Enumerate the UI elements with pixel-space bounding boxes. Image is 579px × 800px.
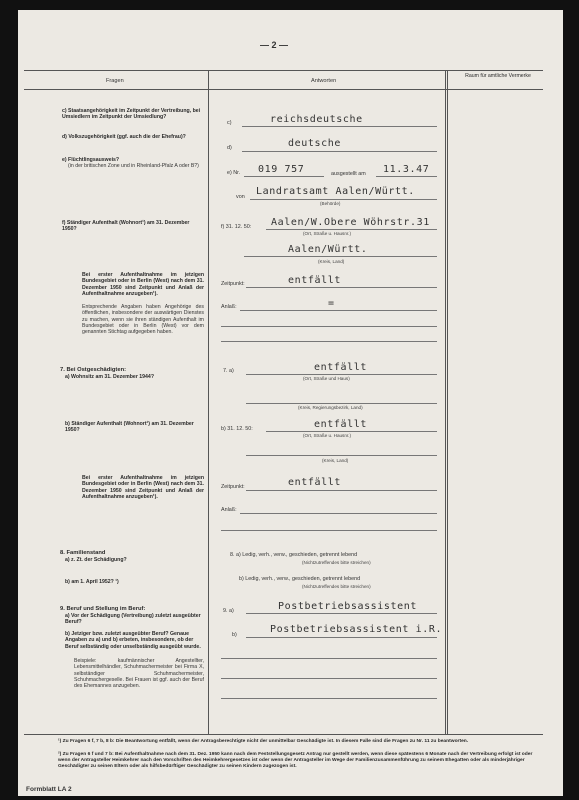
answer-7a-value[interactable]: entfällt — [314, 362, 367, 373]
answer-f-zeitpunkt[interactable]: entfällt — [288, 275, 341, 286]
header-questions: Fragen — [106, 78, 124, 84]
answer-7b-zeitpunkt-line — [246, 490, 437, 491]
answer-von-label: von — [236, 194, 245, 200]
question-9a: a) Vor der Schädigung (Vertreibung) zuletzt ausgeübter Beruf? — [65, 613, 201, 626]
answer-7a-line — [246, 374, 437, 375]
answer-7b-caption-1: (Ort, Straße u. Hausnr.) — [303, 433, 351, 438]
answer-f-anlass-line-2 — [221, 326, 437, 327]
answer-7a-label: 7. a) — [223, 368, 234, 374]
question-7b: b) Ständiger Aufenthalt (Wohnort¹) am 31. Dezember 1950? — [65, 421, 194, 434]
answer-d-value[interactable]: deutsche — [288, 138, 341, 149]
form-id: Formblatt LA 2 — [26, 786, 72, 793]
column-divider-2b — [447, 70, 448, 734]
answer-9b-label: b) — [232, 632, 237, 638]
answer-f-anlass-line — [240, 310, 437, 311]
answer-f-anlass-line-3 — [221, 341, 437, 342]
question-9b: b) Jetziger bzw. zuletzt ausgeübter Beruf? Genaue Angaben zu a) und b) erbeten, insbesondere, ob der Beruf selbständig oder unselbständig ausgeübt wurde. — [65, 631, 201, 650]
question-8a: a) z. Zt. der Schädigung? — [65, 557, 127, 563]
question-f-note: Entsprechende Angaben haben Angehörige des öffentlichen, insbesondere der auswärtigen Dienstes zu machen, wenn sie ihren ständigen Aufenthalt im Bundesgebiet oder in Berlin (West) vor dem genannten Stichtag aufgegeben haben. — [82, 304, 204, 336]
question-e-note: (in der britischen Zone und in Rheinland-Pfalz A oder B?) — [68, 163, 199, 169]
answer-7b-anlass-label: Anlaß: — [221, 507, 237, 513]
answer-9a-value[interactable]: Postbetriebsassistent — [278, 601, 418, 612]
answer-7b-caption-2: (Kreis, Land) — [322, 458, 349, 463]
answer-f-zeitpunkt-line — [246, 287, 437, 288]
answer-7a-caption-2: (Kreis, Regierungsbezirk, Land) — [298, 405, 363, 410]
answer-7a-caption-1: (Ort, Straße und Haus) — [303, 376, 350, 381]
answer-9a-label: 9. a) — [223, 608, 234, 614]
answer-7b-anlass-line — [240, 513, 437, 514]
answer-authority[interactable]: Landratsamt Aalen/Württ. — [256, 186, 415, 197]
question-9-example: Beispiele: kaufmännischer Angestellter, Lebensmittelhändler, Schuhmachermeister bei Firma X, selbständiger Schuhmachermeister, Schuhmachergeselle. Bei Frauen ist ggf. auch der Beruf des Ehemannes anzugeben. — [74, 658, 204, 690]
answer-f-label: f) 31. 12. 50: — [221, 224, 252, 230]
answer-8a-caption: (Nichtzutreffendes bitte streichen) — [302, 560, 371, 565]
answer-8b-caption: (Nichtzutreffendes bitte streichen) — [302, 584, 371, 589]
answer-f-zeitpunkt-label: Zeitpunkt: — [221, 281, 245, 287]
answer-f-street-line — [266, 229, 437, 230]
answer-e-label: e) Nr. — [227, 170, 241, 176]
question-8b: b) am 1. April 1952? ¹) — [65, 579, 119, 585]
answer-8b-label[interactable]: b) Ledig, verh., verw., geschieden, getrennt lebend — [239, 576, 361, 582]
answer-c-label: c) — [227, 120, 232, 126]
question-f-note-bold: Bei erster Aufenthaltnahme im jetzigen Bundesgebiet oder in Berlin (West) nach dem 31. Dezember 1950 sind Zeitpunkt und Anlaß der Aufenthaltnahme anzugeben¹). — [82, 272, 204, 297]
answer-e-date[interactable]: 11.3.47 — [383, 164, 430, 175]
answer-d-line — [242, 151, 437, 152]
question-7a: a) Wohnsitz am 31. Dezember 1944? — [65, 374, 154, 380]
answer-f-district[interactable]: Aalen/Württ. — [288, 244, 368, 255]
answer-f-district-line — [244, 256, 437, 257]
question-8-title: 8. Familienstand — [60, 550, 106, 556]
question-f: f) Ständiger Aufenthalt (Wohnort¹) am 31. Dezember 1950? — [62, 220, 190, 233]
answer-e-number[interactable]: 019 757 — [258, 164, 305, 175]
question-9-title: 9. Beruf und Stellung im Beruf: — [60, 606, 146, 612]
question-e-title: e) Flüchtlingsausweis? — [62, 157, 120, 163]
column-divider-2 — [445, 70, 446, 734]
answer-9b-line-2 — [221, 658, 437, 659]
answer-c-value[interactable]: reichsdeutsche — [270, 114, 363, 125]
answer-7b-zeitpunkt-label: Zeitpunkt: — [221, 484, 245, 490]
answer-authority-line — [250, 199, 437, 200]
answer-7a-line-2 — [246, 403, 437, 404]
answer-f-street[interactable]: Aalen/W.Obere Wöhrstr.31 — [271, 217, 430, 228]
answer-e-date-line — [376, 176, 437, 177]
answer-9b-line-4 — [221, 698, 437, 699]
answer-f-anlass[interactable]: = — [328, 298, 335, 309]
header-official: Raum für amtliche Vermerke — [465, 73, 531, 79]
header-rule — [24, 89, 543, 90]
header-answers: Antworten — [311, 78, 337, 84]
answer-f-street-caption: (Ort, Straße u. Hausnr.) — [303, 231, 351, 236]
answer-9a-line — [246, 613, 437, 614]
page-number: — 2 — — [260, 40, 289, 50]
answer-e-number-line — [244, 176, 324, 177]
answer-8a-label[interactable]: 8. a) Ledig, verh., verw., geschieden, getrennt lebend — [230, 552, 358, 558]
answer-7b-value[interactable]: entfällt — [314, 419, 367, 430]
answer-d-label: d) — [227, 145, 232, 151]
footnote-1: ¹) Zu Fragen 6 f, 7 b, 8 b: Die Beantwortung entfällt, wenn der Antragsberechtigte nicht der unmittelbar Geschädigte ist. In diesem Falle sind die Fragen zu Nr. 11 zu beantworten. — [58, 739, 469, 744]
answer-7b-anlass-line-2 — [221, 530, 437, 531]
answer-9b-value[interactable]: Postbetriebsassistent i.R. — [270, 624, 443, 635]
table-top-rule — [24, 70, 543, 71]
answer-f-anlass-label: Anlaß: — [221, 304, 237, 310]
answer-authority-caption: (Behörde) — [320, 201, 341, 206]
footnote-2: ²) Zu Fragen 6 f und 7 b: Bei Aufenthaltnahme nach dem 31. Dez. 1950 kann nach dem Feststellungsgesetz Antrag nur gestellt werden, wenn diese spätestens 6 Monate nach der Vertreibung erfolgt ist oder wenn der Antragsteller Heimkehrer nach den Vorschriften des Heimkehrergesetzes ist oder wenn der Antragsteller im Wege der Familienzusammenführung zu seinem Ehegatten oder als minderjähriger Geschädigter zu seinen Eltern oder als hilfsbedürftiger Geschädigter zu seinen Kindern zugezogen ist. — [58, 752, 533, 769]
answer-f-district-caption: (Kreis, Land) — [318, 259, 345, 264]
answer-e-issued-label: ausgestellt am — [331, 171, 366, 177]
question-7-title: 7. Bei Ostgeschädigten: — [60, 367, 127, 373]
answer-7b-line-2 — [246, 455, 437, 456]
question-c: c) Staatsangehörigkeit im Zeitpunkt der Vertreibung, bei Umsiedlern im Zeitpunkt der Umsiedlung? — [62, 108, 201, 121]
form-page — [18, 10, 563, 796]
question-d: d) Volkszugehörigkeit (ggf. auch die der Ehefrau)? — [62, 134, 186, 140]
answer-9b-line-3 — [221, 678, 437, 679]
answer-9b-line — [246, 637, 437, 638]
table-bottom-rule — [24, 734, 543, 735]
answer-c-line — [242, 126, 437, 127]
answer-7b-line — [266, 431, 437, 432]
answer-7b-zeitpunkt[interactable]: entfällt — [288, 477, 341, 488]
answer-7b-label: b) 31. 12. 50: — [221, 426, 253, 432]
column-divider-1 — [208, 70, 209, 734]
question-7b-note: Bei erster Aufenthaltnahme im jetzigen Bundesgebiet oder in Berlin (West) nach dem 31. Dezember 1950 sind Zeitpunkt und Anlaß der Aufenthaltnahme anzugeben¹). — [82, 475, 204, 500]
